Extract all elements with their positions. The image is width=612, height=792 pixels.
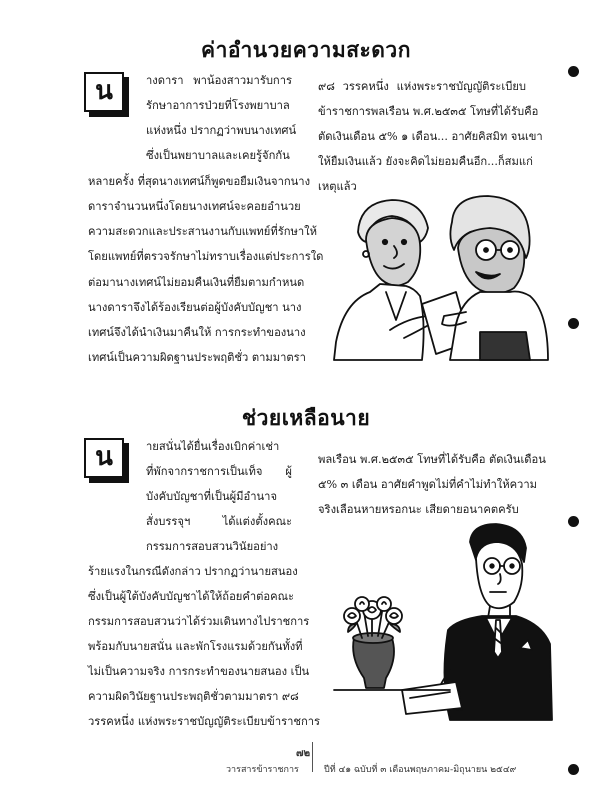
text-line: ๙๘ วรรคหนึ่ง แห่งพระราชบัญญัติระเบียบ (318, 80, 526, 93)
text-line: เทศน์จึงได้นำเงินมาคืนให้ การกระทำของนาง (88, 326, 306, 339)
text-line: ายสนั่นได้ยื่นเรื่องเบิกค่าเช่า (146, 440, 280, 453)
binder-hole (568, 318, 579, 329)
text-line: ซึ่งเป็นผู้ใต้บังคับบัญชาได้ให้ถ้อยคำต่อคณะ (88, 590, 294, 603)
text-line: ไม่เป็นความจริง การกระทำของนายสนอง เป็น (88, 665, 310, 678)
binder-hole (568, 66, 579, 77)
text-line: ต่อมานางเทศน์ไม่ยอมคืนเงินที่ยืมตามกำหนด (88, 276, 305, 289)
text-line: แห่งหนึ่ง ปรากฏว่าพบนางเทศน์ (146, 124, 297, 137)
text-line: เทศน์เป็นความผิดฐานประพฤติชั่ว ตามมาตรา (88, 351, 306, 364)
text-line: วรรคหนึ่ง แห่งพระราชบัญญัติระเบียบข้าราชการ (88, 715, 321, 728)
text-line: บังคับบัญชาที่เป็นผู้มีอำนาจ (146, 490, 278, 503)
text-line: เหตุแล้ว (318, 180, 357, 193)
binder-hole (568, 516, 579, 527)
page-number: ๗๒ (296, 748, 311, 759)
two-women-illustration (330, 192, 550, 362)
article2-dropcap: น (84, 438, 124, 478)
text-line: ความสะดวกและประสานงานกับแพทย์ที่รักษาให้ (88, 225, 317, 238)
article2-title: ช่วยเหลือนาย (241, 406, 371, 430)
text-line: ดาราจำนวนหนึ่งโดยนางเทศน์จะคอยอำนวย (88, 200, 301, 213)
text-line: กรรมการสอบสวนวินัยอย่าง (146, 540, 279, 553)
text-line: ข้าราชการพลเรือน พ.ศ.๒๕๓๕ โทษที่ได้รับคือ (318, 105, 539, 118)
text-line: กรรมการสอบสวนว่าได้ร่วมเดินทางไปราชการ (88, 615, 310, 628)
text-line: ๕% ๓ เดือน อาศัยคำพูดไม่ที่คำไม่ทำให้ความ (318, 478, 537, 491)
text-line: สั่งบรรจุฯ ได้แต่งตั้งคณะ (146, 515, 292, 528)
text-line: ความผิดวินัยฐานประพฤติชั่วตามมาตรา ๙๘ (88, 690, 299, 703)
binder-hole (568, 764, 579, 775)
text-line: ให้ยืมเงินแล้ว ยังจะคิดไม่ยอมคืนอีก...ก็สมแก่ (318, 155, 533, 168)
footer-journal-name: วารสารข้าราชการ (226, 765, 299, 775)
text-line: ที่พักจากราชการเป็นเท็จ ผู้ (146, 465, 292, 478)
text-line: างดารา พาน้องสาวมารับการ (146, 74, 292, 87)
text-line: ร้ายแรงในกรณีดังกล่าว ปรากฏว่านายสนอง (88, 565, 298, 578)
text-line: ซึ่งเป็นพยาบาลและเคยรู้จักกัน (146, 149, 290, 162)
text-line: จริงเลือนหายหรอกนะ เสียดายอนาคตครับ (318, 503, 519, 516)
footer-issue-info: ปีที่ ๔๑ ฉบับที่ ๓ เดือนพฤษภาคม-มิถุนายน ๒๕๔๙ (324, 765, 517, 775)
text-line: รักษาอาการป่วยที่โรงพยาบาล (146, 99, 290, 112)
text-line: ตัดเงินเดือน ๕% ๑ เดือน... อาศัยคิสมิท จนเขา (318, 130, 543, 143)
text-line: พร้อมกับนายสนั่น และพักโรงแรมด้วยกันทั้งที่ (88, 640, 303, 653)
article1-title: ค่าอำนวยความสะดวก (201, 38, 411, 62)
text-line: นางดาราจึงได้ร้องเรียนต่อผู้บังคับบัญชา นาง (88, 301, 302, 314)
footer-divider (312, 742, 313, 772)
man-with-flowers-illustration (330, 520, 555, 725)
text-line: พลเรือน พ.ศ.๒๕๓๕ โทษที่ได้รับคือ ตัดเงินเดือน (318, 453, 546, 466)
text-line: โดยแพทย์ที่ตรวจรักษาไม่ทราบเรื่องแต่ประการใด (88, 250, 324, 263)
text-line: หลายครั้ง ที่สุดนางเทศน์ก็พูดขอยืมเงินจากนาง (88, 175, 311, 188)
article1-dropcap: น (84, 72, 124, 112)
